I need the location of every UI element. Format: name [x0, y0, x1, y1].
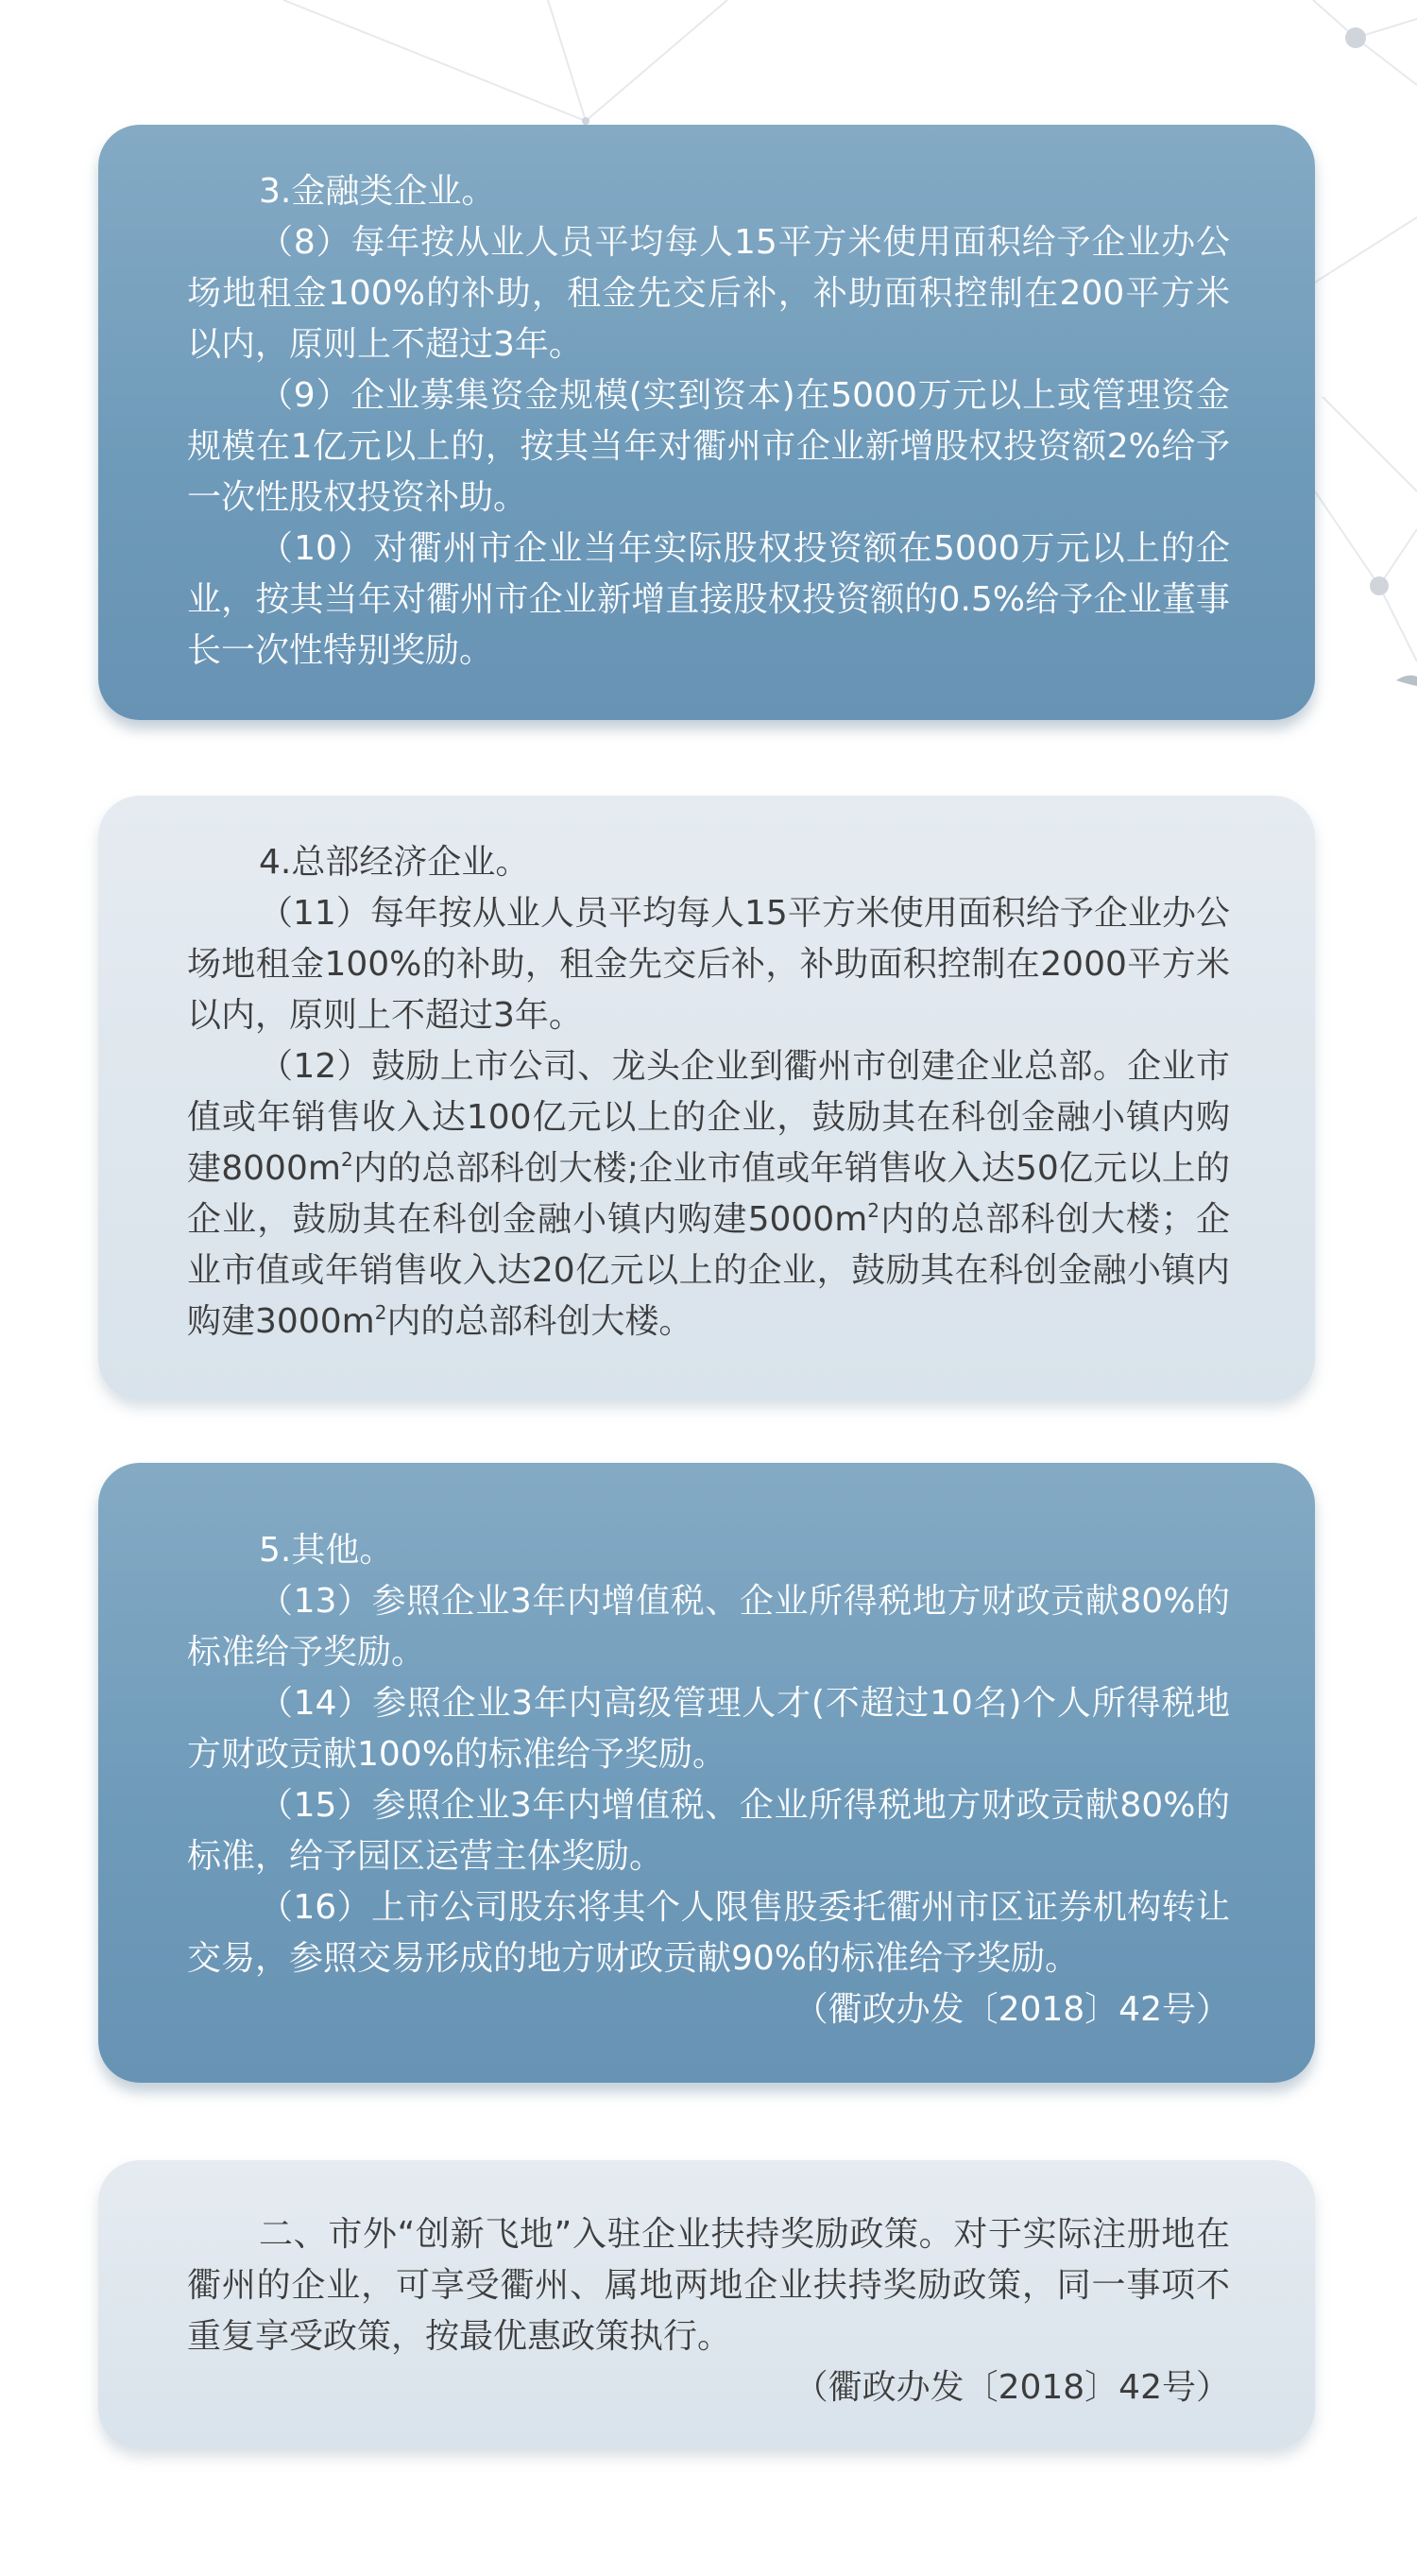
- policy-item-15: （15）参照企业3年内增值税、企业所得税地方财政贡献80%的标准，给予园区运营主体奖励。: [187, 1786, 1230, 1876]
- card-heading: 5.其他。: [259, 1531, 394, 1570]
- policy-item-12: [187, 1041, 1230, 1348]
- policy-text: 二、市外“创新飞地”入驻企业扶持奖励政策。对于实际注册地在衢州的企业，可享受衢州、属地两地企业扶持奖励政策，同一事项不重复享受政策，按最优惠政策执行。: [187, 2215, 1230, 2356]
- superscript-2: 2: [374, 1301, 387, 1324]
- policy-item-12-text-4: 内的总部科创大楼。: [386, 1302, 693, 1341]
- policy-item-11: （11）每年按从业人员平均每人15平方米使用面积给予企业办公场地租金100%的补助，租金先交后补，补助面积控制在2000平方米以内，原则上不超过3年。: [187, 894, 1230, 1035]
- financial-enterprise-card: [98, 125, 1315, 720]
- policy-item-13: （13）参照企业3年内增值税、企业所得税地方财政贡献80%的标准给予奖励。: [187, 1582, 1230, 1672]
- policy-item-9: （9）企业募集资金规模(实到资本)在5000万元以上或管理资金规模在1亿元以上的，按其当年对衢州市企业新增股权投资额2%给予一次性股权投资补助。: [187, 376, 1230, 517]
- policy-item-12-text-1: （12）鼓励上市公司、龙头企业到衢州市创建企业总部。企业市值或年销售收入达100亿元以上的企业，鼓励其在科创金融小镇内购建8000m: [187, 1047, 1230, 1188]
- policy-item-12-text-3: 内的总部科创大楼；企业市值或年销售收入达20亿元以上的企业，鼓励其在科创金融小镇内购建3000m: [187, 1200, 1230, 1341]
- innovation-enclave-card: [98, 2160, 1315, 2449]
- policy-item-12-text-2: 内的总部科创大楼;企业市值或年销售收入达50亿元以上的企业，鼓励其在科创金融小镇内购建5000m: [187, 1149, 1230, 1239]
- superscript-2: 2: [340, 1148, 353, 1171]
- policy-item-8: （8）每年按从业人员平均每人15平方米使用面积给予企业办公场地租金100%的补助，租金先交后补，补助面积控制在200平方米以内，原则上不超过3年。: [187, 223, 1230, 364]
- superscript-2: 2: [867, 1199, 879, 1222]
- policy-item-16: （16）上市公司股东将其个人限售股委托衢州市区证券机构转让交易，参照交易形成的地方财政贡献90%的标准给予奖励。: [187, 1888, 1230, 1978]
- document-source: （衢政办发〔2018〕42号）: [794, 1990, 1230, 2029]
- card-heading: 3.金融类企业。: [259, 172, 496, 211]
- policy-item-10: （10）对衢州市企业当年实际股权投资额在5000万元以上的企业，按其当年对衢州市企业新增直接股权投资额的0.5%给予企业董事长一次性特别奖励。: [187, 529, 1230, 670]
- document-source: （衢政办发〔2018〕42号）: [794, 2368, 1230, 2407]
- card-heading: 4.总部经济企业。: [259, 843, 530, 882]
- policy-item-14: （14）参照企业3年内高级管理人才(不超过10名)个人所得税地方财政贡献100%的标准给予奖励。: [187, 1684, 1230, 1774]
- other-policies-card: [98, 1463, 1315, 2083]
- headquarters-economy-card: [98, 796, 1315, 1400]
